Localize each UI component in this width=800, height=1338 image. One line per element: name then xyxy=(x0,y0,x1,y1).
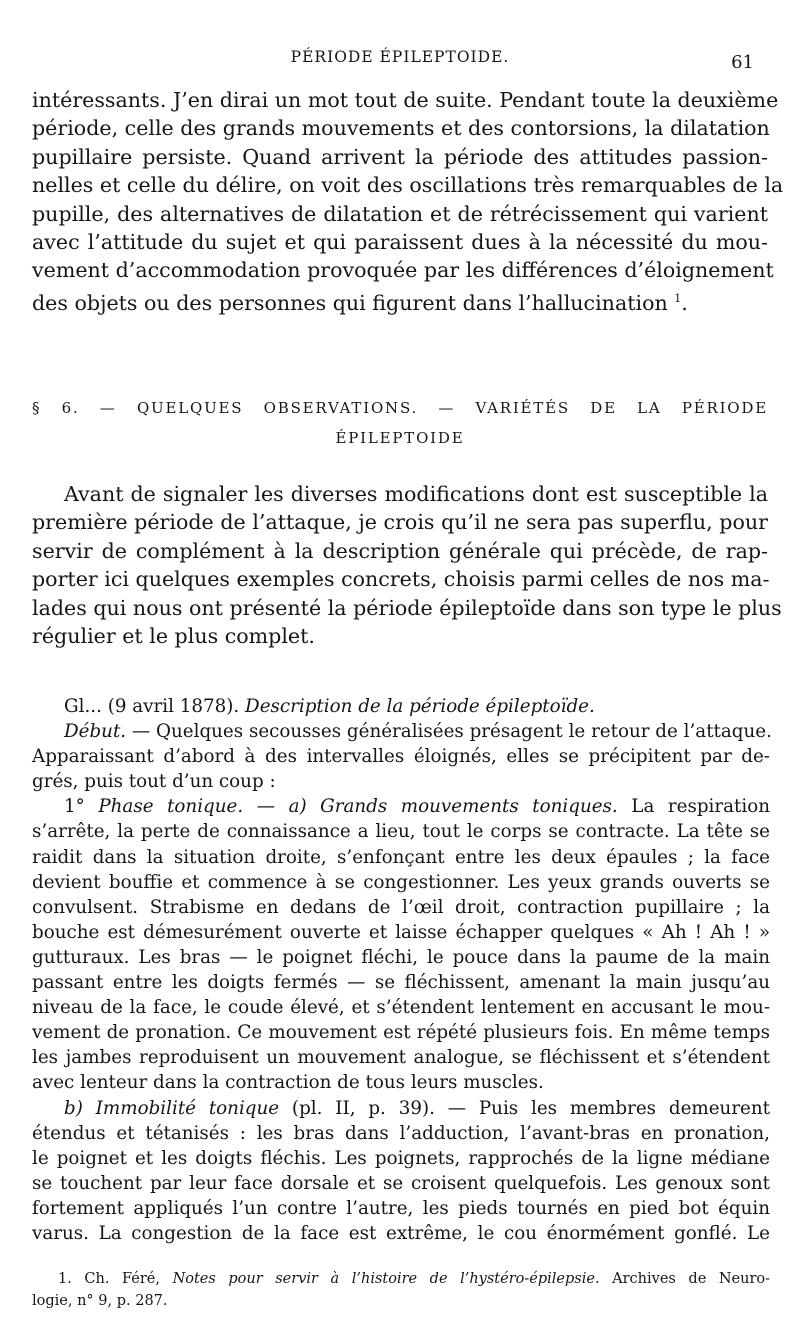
footnote-line xyxy=(58,1268,770,1290)
text-line: étendus et tétanisés : les bras dans l’adduction, l’avant-bras en pronation, xyxy=(32,1122,770,1144)
italic-term: a) Grands mouvements toniques. xyxy=(288,796,618,818)
text-line xyxy=(32,1096,770,1121)
italic-title: Notes pour servir à l’histoire de l’hystéro-épilepsie. xyxy=(172,1271,600,1287)
text-segment: Gl... (9 avril 1878). xyxy=(64,696,246,717)
list-number: 1° xyxy=(64,796,85,818)
text-line: intéressants. J’en dirai un mot tout de suite. Pendant toute la deuxième xyxy=(32,88,779,112)
text-line: nelles et celle du délire, on voit des oscillations très remarquables de la xyxy=(32,173,784,198)
text-line: grés, puis tout d’un coup : xyxy=(32,771,276,793)
section-heading-line: § 6. — QUELQUES OBSERVATIONS. — VARIÉTÉS DE LA PÉRIODE xyxy=(32,399,768,417)
text-segment: Ch. Féré, xyxy=(71,1271,173,1287)
text-line: niveau de la face, le coude élevé, et s’étendent lentement en accusant le mou- xyxy=(32,997,770,1019)
italic-term: b) Immobilité tonique xyxy=(64,1097,280,1119)
footnote-line: logie, n° 9, p. 287. xyxy=(32,1293,168,1309)
text-line: période, celle des grands mouvements et des contorsions, la dilatation xyxy=(32,116,770,141)
section-heading xyxy=(32,393,768,453)
text-line: vement de pronation. Ce mouvement est répété plusieurs fois. En même temps xyxy=(32,1022,770,1044)
page-number: 61 xyxy=(731,52,754,73)
text-line: avec l’attitude du sujet et qui paraissent dues à la nécessité du mou- xyxy=(32,229,768,254)
text-line: s’arrête, la perte de connaissance a lieu, tout le corps se contracte. La tête se xyxy=(32,821,770,843)
text-line: devient bouffie et commence à se congestionner. Les yeux grands ouverts se xyxy=(32,871,770,893)
intro-paragraph xyxy=(32,86,784,315)
running-head xyxy=(0,48,800,73)
text-line xyxy=(32,794,770,819)
page-title: PÉRIODE ÉPILEPTOIDE. xyxy=(290,48,510,66)
text-line: varus. La congestion de la face est extrême, le cou énormément gonflé. Le xyxy=(32,1222,770,1244)
text-line: des objets ou des personnes qui figurent dans l’hallucination $^1$. xyxy=(32,290,688,315)
text-segment: (pl. II, p. 39). — Puis les membres demeurent xyxy=(279,1097,770,1119)
text-line xyxy=(32,719,770,744)
text-line: porter ici quelques exemples concrets, choisis parmi celles de nos ma- xyxy=(32,567,770,592)
text-line: passant entre les doigts fermés — se fléchissent, amenant la main jusqu’au xyxy=(32,972,770,994)
text-segment: La respiration xyxy=(617,796,771,818)
text-line: pupillaire persiste. Quand arrivent la période des attitudes passion- xyxy=(32,144,768,169)
text-line: Apparaissant d’abord à des intervalles éloignés, elles se précipitent par de- xyxy=(32,746,770,768)
text-line: lades qui nous ont présenté la période épileptoïde dans son type le plus xyxy=(32,595,782,620)
text-line: régulier et le plus complet. xyxy=(32,623,315,648)
text-line: le poignet et les doigts fléchis. Les poignets, rapprochés de la ligne médiane xyxy=(32,1147,770,1169)
text-line: convulsent. Strabisme en dedans de l’œil droit, contraction pupillaire ; la xyxy=(32,896,770,918)
footnote xyxy=(32,1268,771,1312)
text-line: les jambes reproduisent un mouvement analogue, se fléchissent et s’étendent xyxy=(32,1047,770,1069)
text-line: vement d’accommodation provoquée par les différences d’éloignement xyxy=(32,258,774,283)
footnote-reference: 1 xyxy=(674,291,682,305)
text-line: raidit dans la situation droite, s’enfonçant entre les deux épaules ; la face xyxy=(32,846,770,868)
section-paragraph xyxy=(32,480,782,650)
italic-term: Début. xyxy=(64,721,127,743)
text-line: servir de complément à la description générale qui précède, de rap- xyxy=(32,538,768,563)
italic-title: Description de la période épileptoïde. xyxy=(245,696,595,717)
text-segment: Archives de Neuro- xyxy=(599,1271,771,1287)
text-line: bouche est démesurément ouverte et laisse échapper quelques « Ah ! Ah ! » xyxy=(32,921,770,943)
text-line: se touchent par leur face dorsale et se croisent quelquefois. Les genoux sont xyxy=(32,1172,770,1194)
italic-term: Phase tonique. xyxy=(98,796,244,818)
text-segment: — xyxy=(243,796,289,818)
text-line: pupille, des alternatives de dilatation et de rétrécissement qui varient xyxy=(32,201,768,226)
text-line: gutturaux. Les bras — le poignet fléchi, le pouce dans la paume de la main xyxy=(32,946,770,968)
text-segment: — Quelques secousses généralisées présagent le retour de l’attaque. xyxy=(126,721,772,743)
text-line: Avant de signaler les diverses modifications dont est susceptible la xyxy=(64,482,768,506)
text-line: première période de l’attaque, je crois qu’il ne sera pas superflu, pour xyxy=(32,510,768,535)
text-line: fortement appliqués l’un contre l’autre, les pieds tournés en pied bot équin xyxy=(32,1197,770,1219)
footnote-number: 1. xyxy=(58,1271,72,1287)
section-heading-line: ÉPILEPTOIDE xyxy=(335,429,465,447)
observation-text xyxy=(32,694,770,1246)
text-line: avec lenteur dans la contraction de tous leurs muscles. xyxy=(32,1072,544,1094)
observation-title-line xyxy=(32,694,770,719)
text-segment: des objets ou des personnes qui figurent dans l’hallucination xyxy=(32,290,668,315)
